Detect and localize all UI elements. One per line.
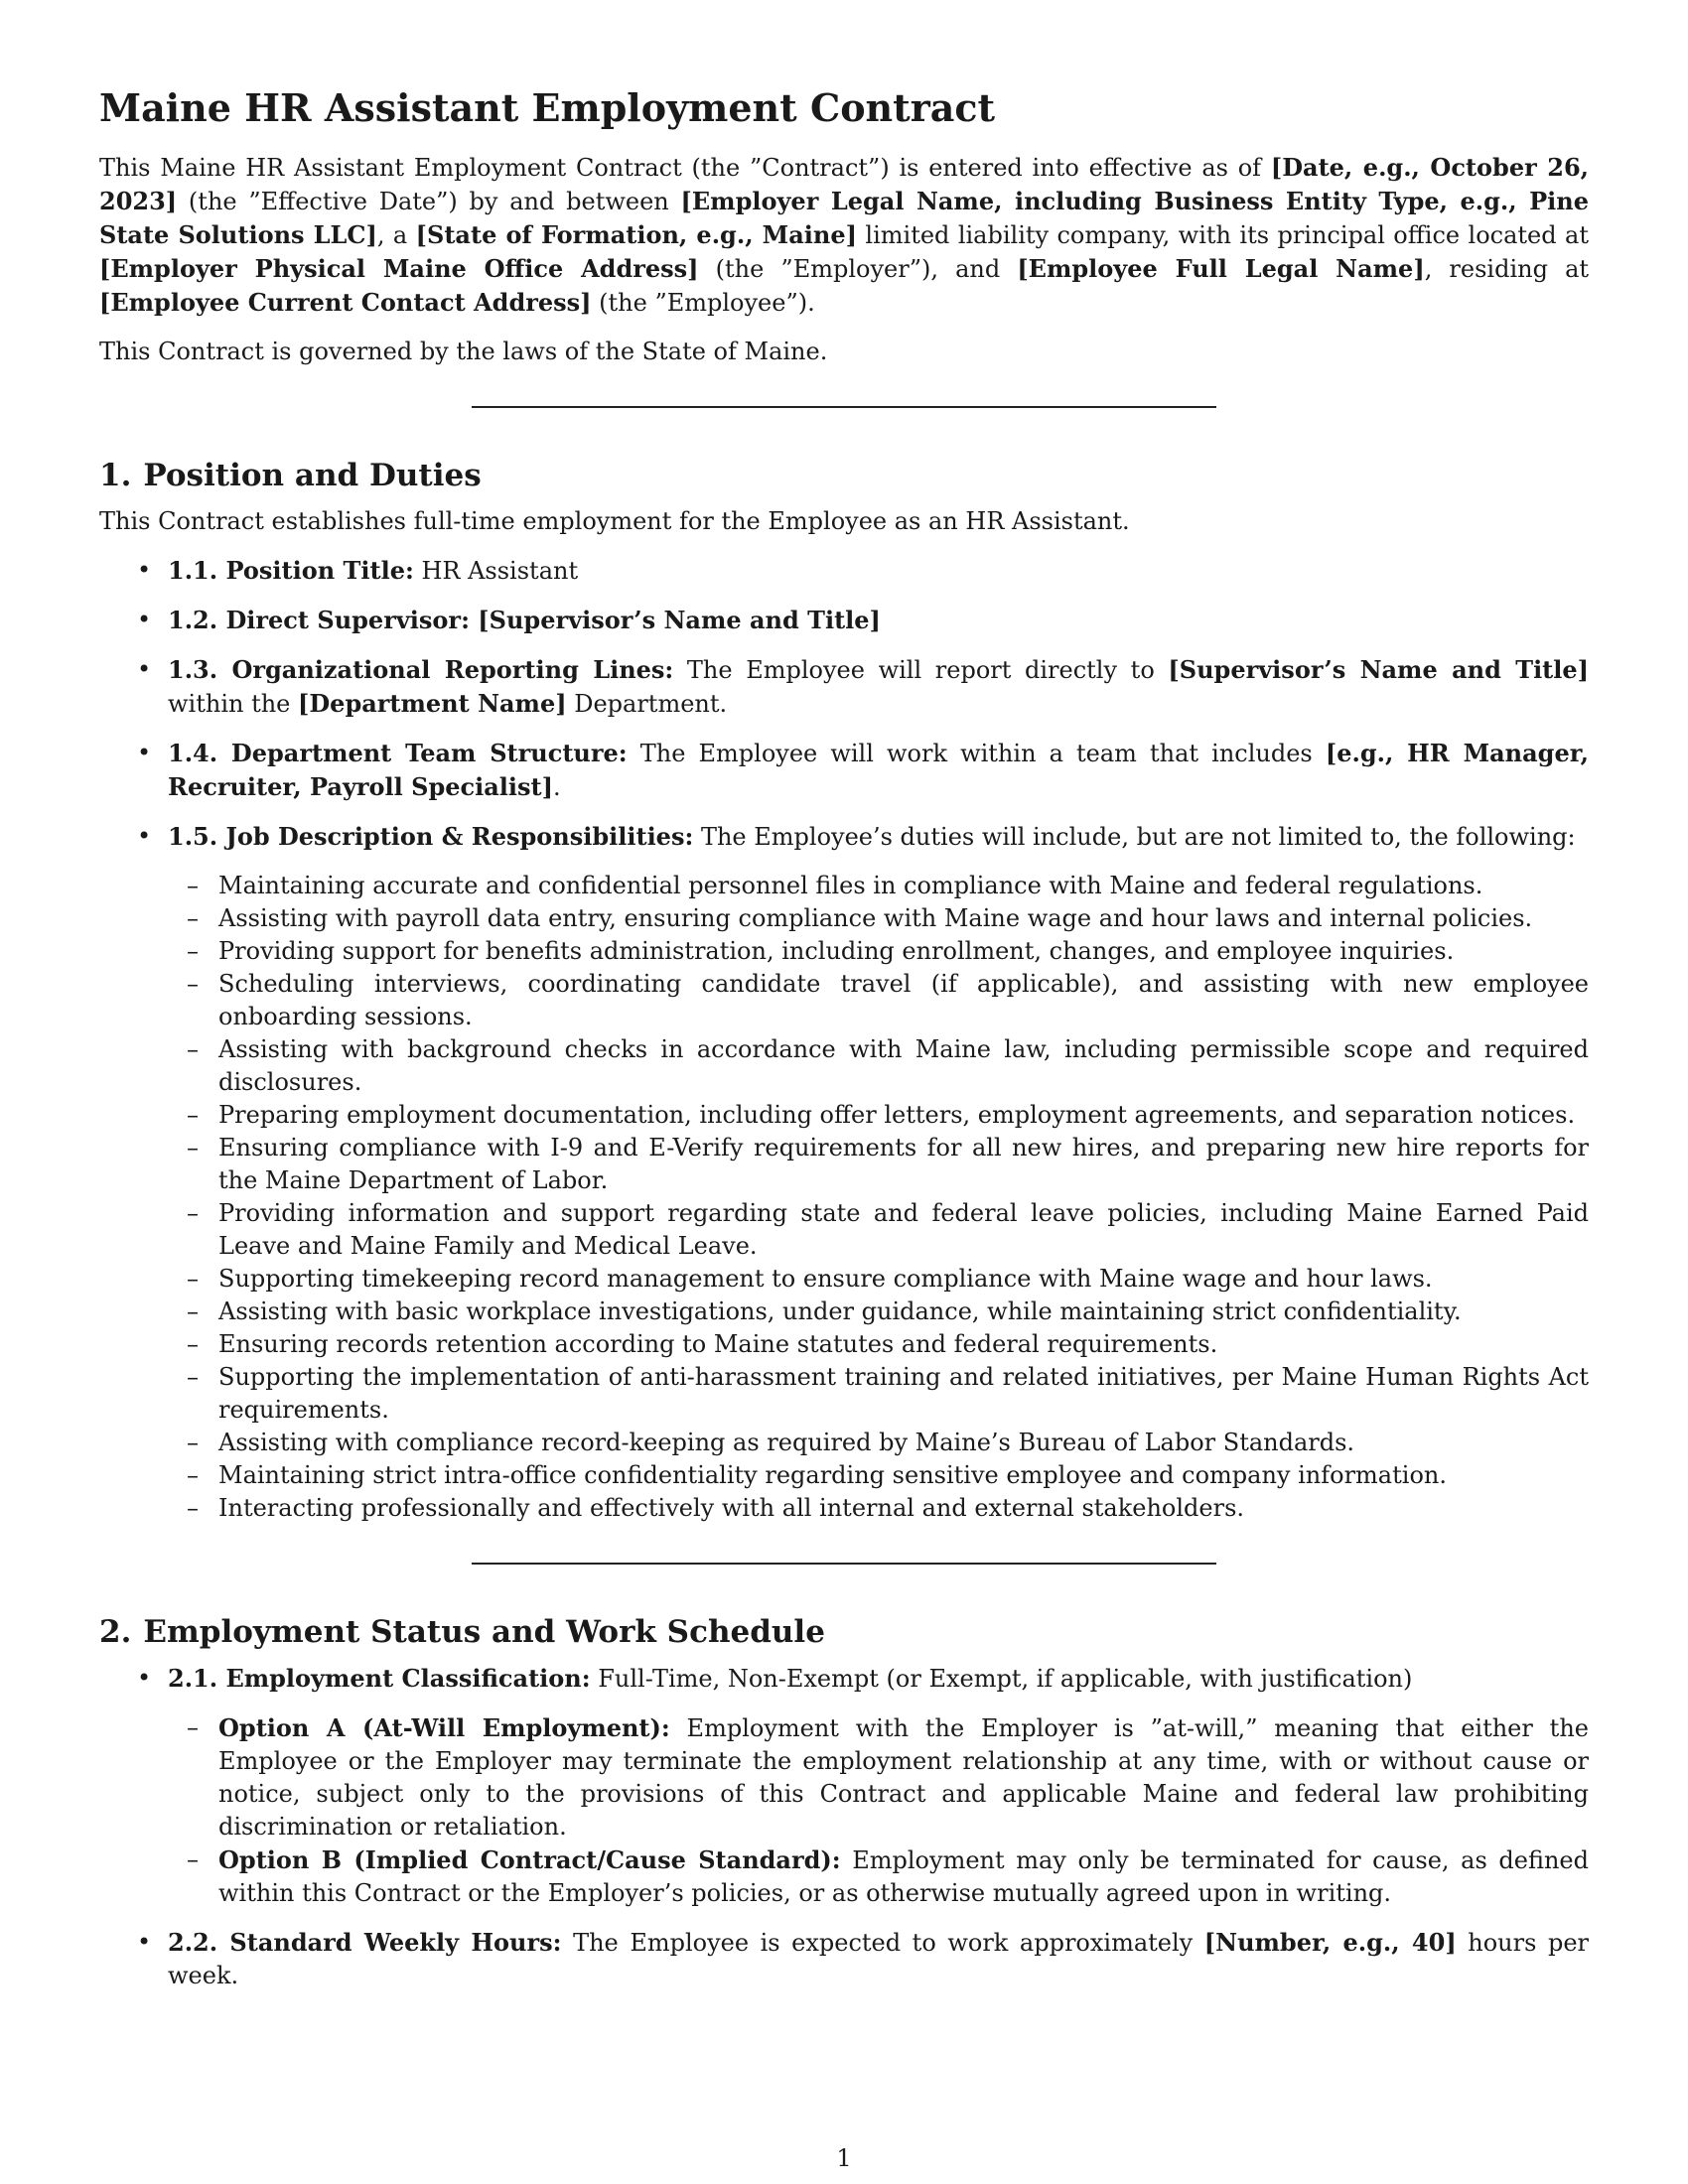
hours-placeholder: [Number, e.g., 40] [1203, 1928, 1457, 1957]
intro-text: limited liability company, with its principal office located at [857, 221, 1589, 249]
duty-item: – Supporting timekeeping record management to ensure compliance with Maine wage and hour laws. [159, 1263, 1589, 1296]
list-item-2-2 [99, 1926, 1589, 1992]
duty-item: – Assisting with basic workplace investigations, under guidance, while maintaining strict confidentiality. [159, 1296, 1589, 1328]
duty-item: – Scheduling interviews, coordinating candidate travel (if applicable), and assisting with new employee onboarding sessions. [159, 968, 1589, 1033]
section-1-intro: This Contract establishes full-time employment for the Employee as an HR Assistant. [99, 507, 1130, 535]
employee-address-placeholder: [Employee Current Contact Address] [99, 288, 592, 317]
section-2-heading [99, 1612, 1589, 1652]
date-placeholder: [Date, e.g., October 26, 2023] [99, 153, 1589, 215]
supervisor-placeholder: [Supervisor’s Name and Title] [469, 606, 881, 634]
section-title: Employment Status and Work Schedule [143, 1614, 825, 1650]
option-a [159, 1711, 1589, 1843]
item-text: Department. [566, 690, 728, 718]
department-placeholder: [Department Name] [298, 689, 567, 718]
option-b [159, 1843, 1589, 1910]
document-title: Maine HR Assistant Employment Contract [99, 85, 996, 130]
item-label: 1.1. Position Title: [168, 556, 414, 585]
section-divider [472, 406, 1216, 408]
list-item-1-3 [99, 653, 1589, 721]
intro-text: , residing at [1424, 255, 1590, 283]
item-label: 1.3. Organizational Reporting Lines: [168, 655, 674, 684]
item-label: 1.2. Direct Supervisor: [168, 606, 470, 634]
intro-text: , a [376, 221, 416, 249]
governing-law: This Contract is governed by the laws of the State of Maine. [99, 338, 828, 365]
duty-item: – Supporting the implementation of anti-harassment training and related initiatives, per Maine Human Rights Act requirements. [159, 1361, 1589, 1427]
option-text: Employment with the Employer is ”at-will,” meaning that either the Employee or the Employer may terminate the employment relationship at any time, with or without cause or notice, subject only to the provisions of this Contract and applicable Maine and federal law prohibiting discrimination or retaliation. [218, 1714, 1589, 1841]
duty-item: – Assisting with background checks in accordance with Maine law, including permissible scope and required disclosures. [159, 1033, 1589, 1099]
duty-item: – Ensuring records retention according to Maine statutes and federal requirements. [159, 1328, 1589, 1361]
intro-text: (the ”Effective Date”) by and between [177, 188, 681, 215]
employer-address-placeholder: [Employer Physical Maine Office Address] [99, 254, 699, 283]
item-text: HR Assistant [413, 557, 579, 585]
item-label: 2.1. Employment Classification: [168, 1664, 591, 1693]
duty-item: – Assisting with compliance record-keeping as required by Maine’s Bureau of Labor Standards. [159, 1427, 1589, 1459]
list-item-1-1 [99, 554, 1589, 588]
state-placeholder: [State of Formation, e.g., Maine] [415, 220, 857, 249]
intro-text: This Maine HR Assistant Employment Contract (the ”Contract”) is entered into effective as of [99, 154, 1271, 182]
employee-name-placeholder: [Employee Full Legal Name] [1017, 254, 1425, 283]
duty-item: – Ensuring compliance with I-9 and E-Verify requirements for all new hires, and preparing new hire reports for the Maine Department of Labor. [159, 1132, 1589, 1197]
item-label: 2.2. Standard Weekly Hours: [168, 1928, 562, 1957]
section-divider [472, 1563, 1216, 1565]
intro-text: (the ”Employer”), and [698, 255, 1018, 283]
item-text: The Employee is expected to work approximately [561, 1929, 1204, 1957]
item-label: 1.4. Department Team Structure: [168, 739, 628, 767]
list-item-1-5 [99, 820, 1589, 1525]
item-text: Full-Time, Non-Exempt (or Exempt, if applicable, with justification) [590, 1665, 1413, 1693]
item-text: The Employee will work within a team that includes [627, 740, 1326, 767]
intro-text: (the ”Employee”). [591, 289, 815, 317]
duty-item: – Providing information and support regarding state and federal leave policies, including Maine Earned Paid Leave and Maine Family and Medical Leave. [159, 1197, 1589, 1263]
duty-item: – Assisting with payroll data entry, ensuring compliance with Maine wage and hour laws and internal policies. [159, 902, 1589, 935]
list-item-2-1 [99, 1662, 1589, 1910]
item-text: The Employee’s duties will include, but are not limited to, the following: [693, 823, 1576, 851]
item-text: hours per week. [168, 1929, 1590, 1989]
list-item-1-4 [99, 737, 1589, 804]
team-placeholder: [e.g., HR Manager, Recruiter, Payroll Specialist] [168, 739, 1589, 801]
employer-name-placeholder: [Employer Legal Name, including Business Entity Type, e.g., Pine State Solutions LLC] [99, 187, 1589, 249]
options-list [168, 1711, 1589, 1910]
option-label: Option B (Implied Contract/Cause Standard): [218, 1845, 841, 1874]
page-number: 1 [836, 2144, 852, 2172]
item-text: within the [168, 690, 299, 718]
option-text: Employment may only be terminated for cause, as defined within this Contract or the Employer’s policies, or as otherwise mutually agreed upon in writing. [218, 1846, 1589, 1907]
intro-paragraph [99, 151, 1589, 320]
duty-item: – Maintaining accurate and confidential personnel files in compliance with Maine and federal regulations. [159, 870, 1589, 902]
section-number: 1. [99, 458, 132, 493]
section-title: Position and Duties [143, 458, 482, 493]
duty-item: – Preparing employment documentation, including offer letters, employment agreements, and separation notices. [159, 1099, 1589, 1132]
duty-item: – Interacting professionally and effectively with all internal and external stakeholders. [159, 1492, 1589, 1525]
supervisor-placeholder: [Supervisor’s Name and Title] [1168, 655, 1590, 684]
section-number: 2. [99, 1614, 132, 1650]
item-label: 1.5. Job Description & Responsibilities: [168, 822, 694, 851]
duty-item: – Providing support for benefits administration, including enrollment, changes, and employee inquiries. [159, 935, 1589, 968]
item-text: The Employee will report directly to [673, 656, 1169, 684]
item-text: . [553, 773, 561, 801]
section-2-list [99, 1662, 1589, 1992]
option-label: Option A (At-Will Employment): [218, 1713, 670, 1742]
section-1-list [99, 554, 1589, 1525]
list-item-1-2 [99, 604, 1589, 637]
duty-item: – Maintaining strict intra-office confidentiality regarding sensitive employee and company information. [159, 1459, 1589, 1492]
duties-list [168, 870, 1589, 1525]
section-1-heading [99, 456, 1589, 495]
